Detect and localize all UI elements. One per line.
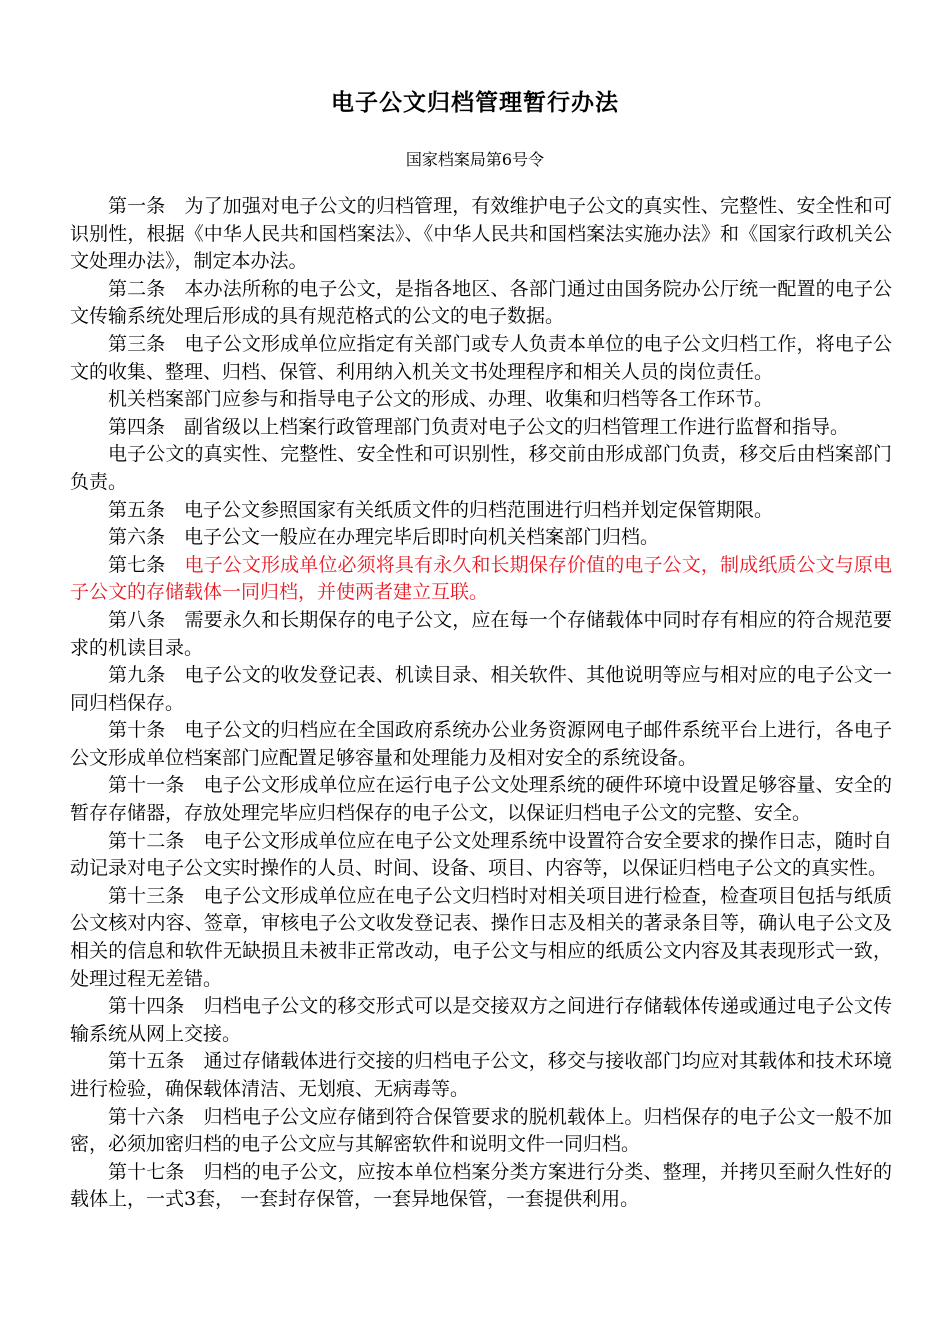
article-paragraph: [70, 441, 892, 496]
article-text: 电子公文形成单位应在运行电子公文处理系统的硬件环境中设置足够容量、安全的暂存存储器，存放处理完毕应归档保存的电子公文，以保证归档电子公文的完整、安全。: [70, 774, 892, 825]
document-body: [70, 193, 892, 1214]
article-paragraph: [70, 1104, 892, 1159]
article-paragraph: [70, 883, 892, 993]
article-text: 电子公文参照国家有关纸质文件的归档范围进行归档并划定保管期限。: [184, 498, 774, 521]
article-text: 机关档案部门应参与和指导电子公文的形成、办理、收集和归档等各工作环节。: [108, 388, 774, 411]
article-text: 电子公文的收发登记表、机读目录、相关软件、其他说明等应与相对应的电子公文一同归档保存。: [70, 664, 892, 714]
article-text: 归档电子公文应存储到符合保管要求的脱机载体上。归档保存的电子公文一般不加密，必须加密归档的电子公文应与其解密软件和说明文件一同归档。: [70, 1105, 892, 1156]
article-paragraph: [70, 772, 892, 827]
article-text: 电子公文形成单位应在电子公文处理系统中设置符合安全要求的操作日志，随时自动记录对电子公文实时操作的人员、时间、设备、项目、内容等，以保证归档电子公文的真实性。: [70, 829, 892, 880]
document-subtitle: 国家档案局第6号令: [405, 150, 545, 169]
article-number: 第五条: [108, 498, 166, 521]
article-paragraph: [70, 717, 892, 772]
article-text: 需要永久和长期保存的电子公文，应在每一个存储载体中同时存有相应的符合规范要求的机读目录。: [70, 608, 892, 659]
article-paragraph: [70, 552, 892, 607]
article-text: 副省级以上档案行政管理部门负责对电子公文的归档管理工作进行监督和指导。: [184, 415, 850, 438]
article-paragraph: [70, 993, 892, 1048]
article-number: 第十三条: [108, 884, 185, 907]
document-title: 电子公文归档管理暂行办法: [331, 89, 619, 116]
article-number: 第十条: [108, 719, 166, 742]
article-number: 第十二条: [108, 829, 185, 852]
article-paragraph: [70, 414, 892, 442]
article-number: 第六条: [108, 526, 166, 549]
article-text: 本办法所称的电子公文，是指各地区、各部门通过由国务院办公厅统一配置的电子公文传输系统处理后形成的具有规范格式的公文的电子数据。: [70, 277, 892, 328]
article-paragraph: [70, 193, 892, 276]
article-number: 第九条: [108, 664, 166, 687]
article-paragraph: [70, 497, 892, 525]
article-paragraph: [70, 524, 892, 552]
article-number: 第八条: [108, 608, 166, 631]
article-text: 归档的电子公文，应按本单位档案分类方案进行分类、整理，并拷贝至耐久性好的载体上，一式3套， 一套封存保管，一套异地保管，一套提供利用。: [70, 1160, 892, 1211]
article-number: 第四条: [108, 415, 166, 438]
article-text: 电子公文的归档应在全国政府系统办公业务资源网电子邮件系统平台上进行，各电子公文形成单位档案部门应配置足够容量和处理能力及相对安全的系统设备。: [70, 719, 892, 769]
article-paragraph: [70, 1159, 892, 1214]
article-text: 电子公文形成单位必须将具有永久和长期保存价值的电子公文，制成纸质公文与原电子公文的存储载体一同归档，并使两者建立互联。: [70, 553, 892, 604]
article-paragraph: [70, 607, 892, 662]
article-number: 第三条: [108, 332, 166, 355]
article-paragraph: [70, 386, 892, 414]
article-paragraph: [70, 331, 892, 386]
article-number: 第一条: [108, 195, 166, 217]
article-text: 通过存储载体进行交接的归档电子公文，移交与接收部门均应对其载体和技术环境进行检验，确保载体清洁、无划痕、无病毒等。: [70, 1050, 892, 1100]
article-number: 第十六条: [108, 1105, 185, 1128]
article-text: 为了加强对电子公文的归档管理，有效维护电子公文的真实性、完整性、安全性和可识别性，根据《中华人民共和国档案法》、《中华人民共和国档案法实施办法》和《国家行政机关公文处理办法》，制定本办法。: [70, 195, 892, 273]
article-paragraph: [70, 828, 892, 883]
article-text: 电子公文一般应在办理完毕后即时向机关档案部门归档。: [184, 526, 660, 549]
article-number: 第十七条: [108, 1160, 185, 1183]
article-number: 第二条: [108, 277, 166, 300]
article-number: 第十一条: [108, 774, 185, 797]
article-number: 第十四条: [108, 995, 185, 1018]
article-text: 电子公文的真实性、完整性、安全性和可识别性，移交前由形成部门负责，移交后由档案部门负责。: [70, 443, 892, 493]
article-paragraph: [70, 1048, 892, 1103]
article-number: 第七条: [108, 553, 166, 576]
article-text: 电子公文形成单位应在电子公文归档时对相关项目进行检查，检查项目包括与纸质公文核对内容、签章，审核电子公文收发登记表、操作日志及相关的著录条目等，确认电子公文及相关的信息和软件无缺损且未被非正常改动，电子公文与相应的纸质公文内容及其表现形式一致，处理过程无差错。: [70, 884, 892, 990]
article-paragraph: [70, 276, 892, 331]
article-number: 第十五条: [108, 1050, 185, 1073]
article-paragraph: [70, 662, 892, 717]
article-text: 归档电子公文的移交形式可以是交接双方之间进行存储载体传递或通过电子公文传输系统从网上交接。: [70, 995, 892, 1045]
article-text: 电子公文形成单位应指定有关部门或专人负责本单位的电子公文归档工作，将电子公文的收集、整理、归档、保管、利用纳入机关文书处理程序和相关人员的岗位责任。: [70, 332, 892, 383]
